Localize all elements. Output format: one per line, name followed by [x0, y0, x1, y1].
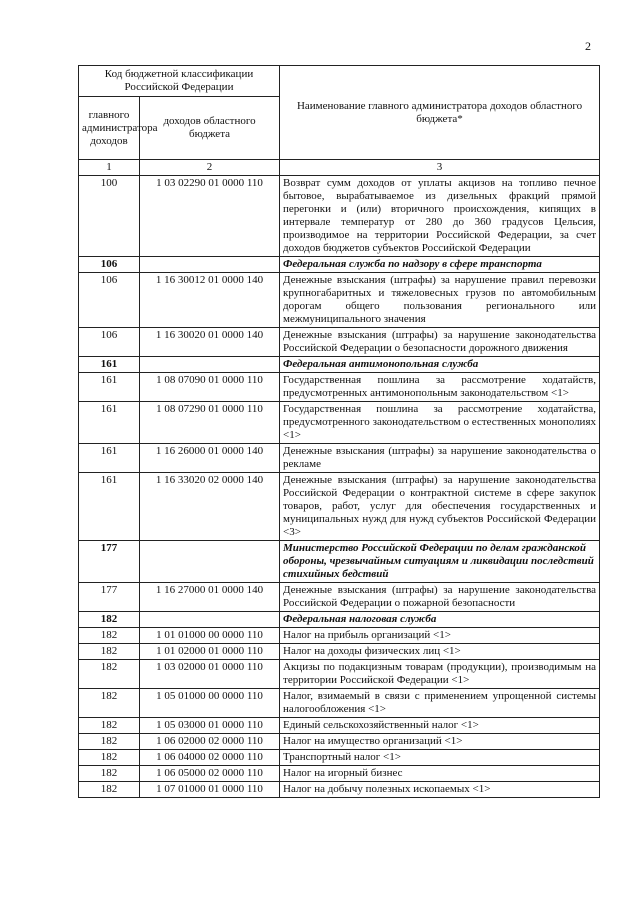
revenue-code-cell: 1 16 27000 01 0000 140 — [140, 583, 280, 612]
admin-code-cell: 182 — [79, 644, 140, 660]
revenue-code-cell — [140, 612, 280, 628]
table-row — [79, 644, 600, 660]
admin-code-cell: 161 — [79, 402, 140, 444]
revenue-code-cell: 1 06 05000 02 0000 110 — [140, 766, 280, 782]
column-number: 3 — [280, 160, 600, 176]
name-cell: Федеральная антимонопольная служба — [280, 357, 600, 373]
name-cell: Налог на игорный бизнес — [280, 766, 600, 782]
name-cell: Налог на добычу полезных ископаемых <1> — [280, 782, 600, 798]
revenue-code-cell: 1 08 07290 01 0000 110 — [140, 402, 280, 444]
admin-code-cell: 106 — [79, 257, 140, 273]
administrator-group-row — [79, 257, 600, 273]
revenue-code-cell: 1 16 30020 01 0000 140 — [140, 328, 280, 357]
name-cell: Денежные взыскания (штрафы) за нарушение законодательства Российской Федерации о контрактной системе в сфере закупок товаров, работ, услуг для обеспечения государственных и муниципальных нужд для нужд субъектов Российской Федерации <3> — [280, 473, 600, 541]
header-revenue-code: доходов областного бюджета — [140, 97, 280, 160]
table-row — [79, 734, 600, 750]
revenue-code-cell: 1 07 01000 01 0000 110 — [140, 782, 280, 798]
name-cell: Налог на имущество организаций <1> — [280, 734, 600, 750]
revenue-code-cell: 1 05 01000 00 0000 110 — [140, 689, 280, 718]
admin-code-cell: 182 — [79, 734, 140, 750]
table-row — [79, 766, 600, 782]
table-row — [79, 328, 600, 357]
admin-code-cell: 182 — [79, 628, 140, 644]
table-row — [79, 402, 600, 444]
name-cell: Государственная пошлина за рассмотрение ходатайства, предусмотренного законодательством о естественных монополиях <1> — [280, 402, 600, 444]
table-row — [79, 782, 600, 798]
revenue-code-cell: 1 16 26000 01 0000 140 — [140, 444, 280, 473]
admin-code-cell: 182 — [79, 750, 140, 766]
admin-code-cell: 106 — [79, 273, 140, 328]
revenue-code-cell: 1 16 30012 01 0000 140 — [140, 273, 280, 328]
table-row — [79, 689, 600, 718]
admin-code-cell: 161 — [79, 444, 140, 473]
page-number: 2 — [585, 39, 591, 53]
name-cell: Акцизы по подакцизным товарам (продукции), производимым на территории Российской Федерации <1> — [280, 660, 600, 689]
revenue-code-cell: 1 06 02000 02 0000 110 — [140, 734, 280, 750]
administrator-group-row — [79, 357, 600, 373]
admin-code-cell: 106 — [79, 328, 140, 357]
header-admin-name: Наименование главного администратора доходов областного бюджета* — [280, 66, 600, 160]
revenue-code-cell — [140, 257, 280, 273]
admin-code-cell: 177 — [79, 541, 140, 583]
table-row — [79, 628, 600, 644]
column-numbers-row — [79, 160, 600, 176]
column-number: 2 — [140, 160, 280, 176]
name-cell: Государственная пошлина за рассмотрение ходатайств, предусмотренных антимонопольным законодательством <1> — [280, 373, 600, 402]
table-row — [79, 273, 600, 328]
revenue-code-cell: 1 05 03000 01 0000 110 — [140, 718, 280, 734]
table-row — [79, 583, 600, 612]
administrator-group-row — [79, 612, 600, 628]
budget-classification-table — [78, 65, 600, 798]
header-code-group: Код бюджетной классификации Российской Федерации — [79, 66, 280, 97]
revenue-code-cell: 1 03 02000 01 0000 110 — [140, 660, 280, 689]
admin-code-cell: 182 — [79, 612, 140, 628]
revenue-code-cell: 1 01 02000 01 0000 110 — [140, 644, 280, 660]
name-cell: Единый сельскохозяйственный налог <1> — [280, 718, 600, 734]
table-row — [79, 176, 600, 257]
name-cell: Транспортный налог <1> — [280, 750, 600, 766]
revenue-code-cell: 1 06 04000 02 0000 110 — [140, 750, 280, 766]
name-cell: Денежные взыскания (штрафы) за нарушение законодательства Российской Федерации о безопасности дорожного движения — [280, 328, 600, 357]
admin-code-cell: 182 — [79, 689, 140, 718]
admin-code-cell: 182 — [79, 660, 140, 689]
table-row — [79, 750, 600, 766]
table-row — [79, 660, 600, 689]
name-cell: Министерство Российской Федерации по делам гражданской обороны, чрезвычайным ситуациям и ликвидации последствий стихийных бедствий — [280, 541, 600, 583]
column-number: 1 — [79, 160, 140, 176]
name-cell: Возврат сумм доходов от уплаты акцизов на топливо печное бытовое, вырабатываемое из дизельных фракций прямой перегонки и (или) вторичного происхождения, кипящих в интервале температур от 280 до 360 градусов Цельсия, производимое на территории Российской Федерации, за счет доходов бюджетов субъектов Российской Федерации — [280, 176, 600, 257]
header-admin-code: главного администратора доходов — [79, 97, 140, 160]
admin-code-cell: 161 — [79, 373, 140, 402]
name-cell: Налог на доходы физических лиц <1> — [280, 644, 600, 660]
name-cell: Федеральная налоговая служба — [280, 612, 600, 628]
admin-code-cell: 182 — [79, 782, 140, 798]
administrator-group-row — [79, 541, 600, 583]
admin-code-cell: 177 — [79, 583, 140, 612]
table-body — [79, 176, 600, 798]
name-cell: Налог, взимаемый в связи с применением упрощенной системы налогообложения <1> — [280, 689, 600, 718]
table-row — [79, 373, 600, 402]
table-row — [79, 444, 600, 473]
name-cell: Федеральная служба по надзору в сфере транспорта — [280, 257, 600, 273]
admin-code-cell: 182 — [79, 718, 140, 734]
revenue-code-cell: 1 03 02290 01 0000 110 — [140, 176, 280, 257]
revenue-code-cell — [140, 541, 280, 583]
name-cell: Денежные взыскания (штрафы) за нарушение законодательства Российской Федерации о пожарной безопасности — [280, 583, 600, 612]
revenue-code-cell: 1 01 01000 00 0000 110 — [140, 628, 280, 644]
revenue-code-cell — [140, 357, 280, 373]
admin-code-cell: 161 — [79, 473, 140, 541]
name-cell: Денежные взыскания (штрафы) за нарушение законодательства о рекламе — [280, 444, 600, 473]
revenue-code-cell: 1 16 33020 02 0000 140 — [140, 473, 280, 541]
admin-code-cell: 161 — [79, 357, 140, 373]
admin-code-cell: 100 — [79, 176, 140, 257]
name-cell: Налог на прибыль организаций <1> — [280, 628, 600, 644]
revenue-code-cell: 1 08 07090 01 0000 110 — [140, 373, 280, 402]
name-cell: Денежные взыскания (штрафы) за нарушение правил перевозки крупногабаритных и тяжеловесных грузов по автомобильным дорогам общего пользования регионального или межмуниципального значения — [280, 273, 600, 328]
table-row — [79, 473, 600, 541]
admin-code-cell: 182 — [79, 766, 140, 782]
table-row — [79, 718, 600, 734]
